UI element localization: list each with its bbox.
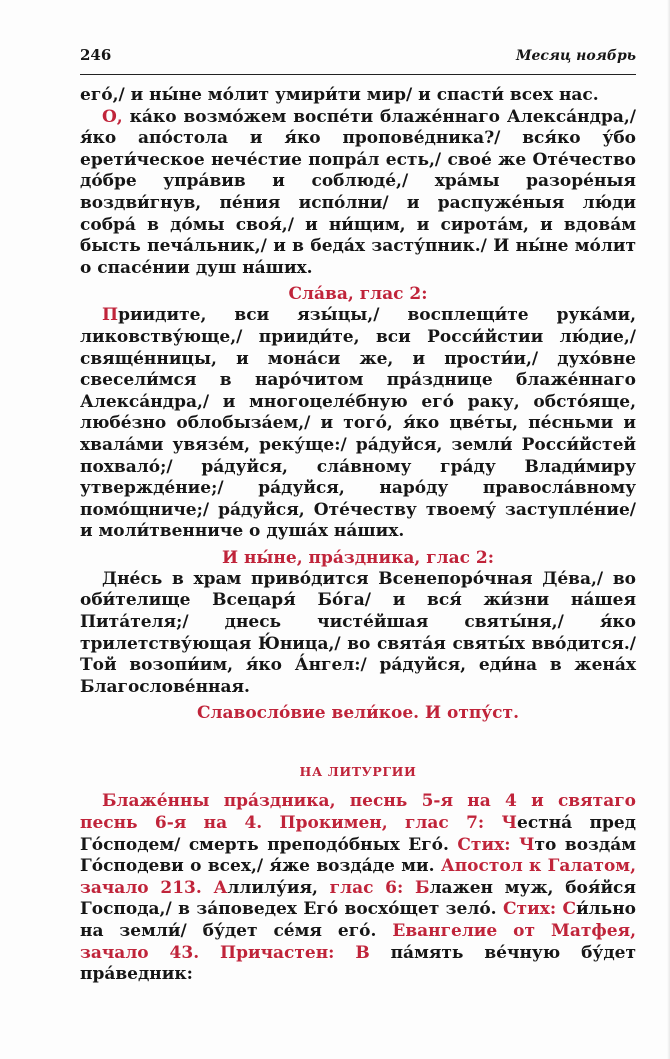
rubric-run: Стих: С: [503, 899, 577, 920]
rubric-run: Стих: Ч: [457, 834, 535, 855]
paragraph-4: Дне́сь в храм приво́дится Всенепоро́чная Де́ва,/ во оби́телище Всецаря́ Бо́га/ и вся́ жи́зни на́шея Пита́теля;/ днесь чисте́йшая святы́ня,/ я́ко трилетству́ющая Ю́ница,/ во свята́я святы́х вво́дится./ Той возопи́им, я́ко А́нгел:/ ра́дуйся, еди́на в жена́х Благослове́нная.: [80, 568, 636, 697]
paragraph-5: [80, 791, 636, 985]
section-title-liturgy: НА ЛИТУРГИИ: [299, 764, 417, 780]
text-run: естна́ пред Го́сподем/ смерть преподо́бных Его́.: [80, 813, 636, 855]
text-run: па́мять ве́чную бу́дет пра́ведник:: [80, 942, 636, 985]
book-page: [80, 38, 636, 1038]
paragraph-2: [80, 107, 636, 280]
red-initial: П: [102, 305, 119, 326]
text-run: то возда́м Го́сподеви о всех,/ я́же возда́де ми.: [80, 834, 636, 877]
running-head: [80, 38, 636, 70]
rubric-heading-slava: Сла́ва, глас 2:: [288, 284, 428, 305]
red-initial: О,: [102, 106, 123, 127]
rubric-run: глас 6: Б: [329, 877, 430, 898]
paragraph-3: [80, 305, 636, 543]
running-title: Месяц ноябрь: [515, 48, 636, 64]
rubric-doxology: Славосло́вие вели́кое. И отпу́ст.: [197, 703, 519, 724]
rubric-run: Евангелие от Матфея, зачало 43. Причастен: В: [80, 921, 637, 963]
paragraph-2-text: ка́ко возмо́жем воспе́ти блаже́ннаго Алекса́ндра,/ я́ко апо́стола и я́ко пропове́дника?/ вся́ко у́бо ерети́ческое нече́стие попра́л есть,/ свое́ же Оте́чество до́бре упра́вив и соблюде́,/ хра́мы разоре́ныя воздви́гнув, пе́ния испо́лни/ и распуже́ныя лю́ди собра́ в до́мы своя́,/ и ни́щим, и сирота́м, и вдова́м бысть печа́льник,/ и в беда́х засту́пник./ И ны́не мо́лит о спасе́нии душ на́ших.: [80, 106, 636, 278]
rubric-heading-i-nyne: И ны́не, пра́здника, глас 2:: [221, 547, 495, 568]
paragraph-3-text: риидите, вси язы́цы,/ восплещи́те рука́ми, ликовству́юще,/ прииди́те, вси Росси́йстии лю́дие,/ свяще́нницы, и мона́си же, и прости́и,/ духо́вне свесели́мся в наро́читом пра́зднице блаже́ннаго Алекса́ндра,/ и многоцеле́бную его́ раку, обсто́яще, любе́зно облобыза́ем,/ и того́, я́ко цве́ты, пе́сньми и хвала́ми увязе́м, реку́ще:/ ра́дуйся, земли́ Росси́йстей похвало́;/ ра́дуйся, сла́вному гра́ду Влади́миру утвержде́ние;/ ра́дуйся, наро́ду правосла́вному помо́щниче;/ ра́дуйся, Оте́честву твоему́ заступле́ние/ и моли́твенниче о душа́х на́ших.: [80, 305, 636, 542]
page-number: 246: [80, 46, 112, 64]
paragraph-1: его́,/ и ны́не мо́лит умири́ти мир/ и спасти́ всех нас.: [80, 85, 599, 105]
rubric-run: Блаже́нны пра́здника, песнь 5-я на 4 и святаго песнь 6-я на 4. Прокимен, глас 7: Ч: [80, 791, 636, 834]
rubric-run: Апостол к Галатом, зачало 213. А: [80, 856, 636, 898]
text-run: и́льно на земли́/ бу́дет се́мя его́.: [80, 899, 636, 941]
text-run: лажен муж, боя́йся Господа,/ в за́поведех Его́ восхо́щет зело́.: [80, 877, 636, 920]
text-run: ллилу́ия,: [227, 877, 330, 898]
header-rule: [80, 74, 636, 75]
